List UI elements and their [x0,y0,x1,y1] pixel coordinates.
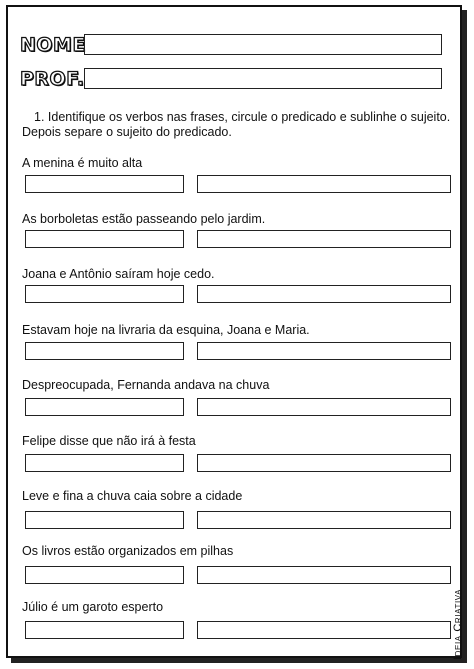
sentence: A menina é muito alta [22,156,143,170]
predicate-field[interactable] [197,398,451,416]
teacher-field[interactable] [84,68,442,89]
predicate-field[interactable] [197,511,451,529]
teacher-label: PROF. [20,68,85,90]
sentence: Felipe disse que não irá à festa [22,434,196,448]
sentence: Estavam hoje na livraria da esquina, Joana e Maria. [22,323,310,337]
sentence: Os livros estão organizados em pilhas [22,544,234,558]
predicate-field[interactable] [197,230,451,248]
sentence: Leve e fina a chuva caia sobre a cidade [22,489,243,503]
subject-field[interactable] [25,566,184,584]
subject-field[interactable] [25,285,184,303]
predicate-field[interactable] [197,621,451,639]
name-field[interactable] [84,34,442,55]
subject-field[interactable] [25,511,184,529]
brand-watermark: Ideia Criativa [452,588,464,660]
sentence: Júlio é um garoto esperto [22,600,164,614]
instructions: 1. Identifique os verbos nas frases, circule o predicado e sublinhe o sujeito. Depois separe o sujeito do predicado. [22,110,451,139]
sentence: Joana e Antônio saíram hoje cedo. [22,267,215,281]
subject-field[interactable] [25,398,184,416]
predicate-field[interactable] [197,454,451,472]
subject-field[interactable] [25,342,184,360]
predicate-field[interactable] [197,175,451,193]
subject-field[interactable] [25,621,184,639]
subject-field[interactable] [25,230,184,248]
name-label: NOME [20,34,86,56]
sentence: Despreocupada, Fernanda andava na chuva [22,378,270,392]
subject-field[interactable] [25,175,184,193]
predicate-field[interactable] [197,566,451,584]
predicate-field[interactable] [197,342,451,360]
sentence: As borboletas estão passeando pelo jardim. [22,212,266,226]
subject-field[interactable] [25,454,184,472]
predicate-field[interactable] [197,285,451,303]
